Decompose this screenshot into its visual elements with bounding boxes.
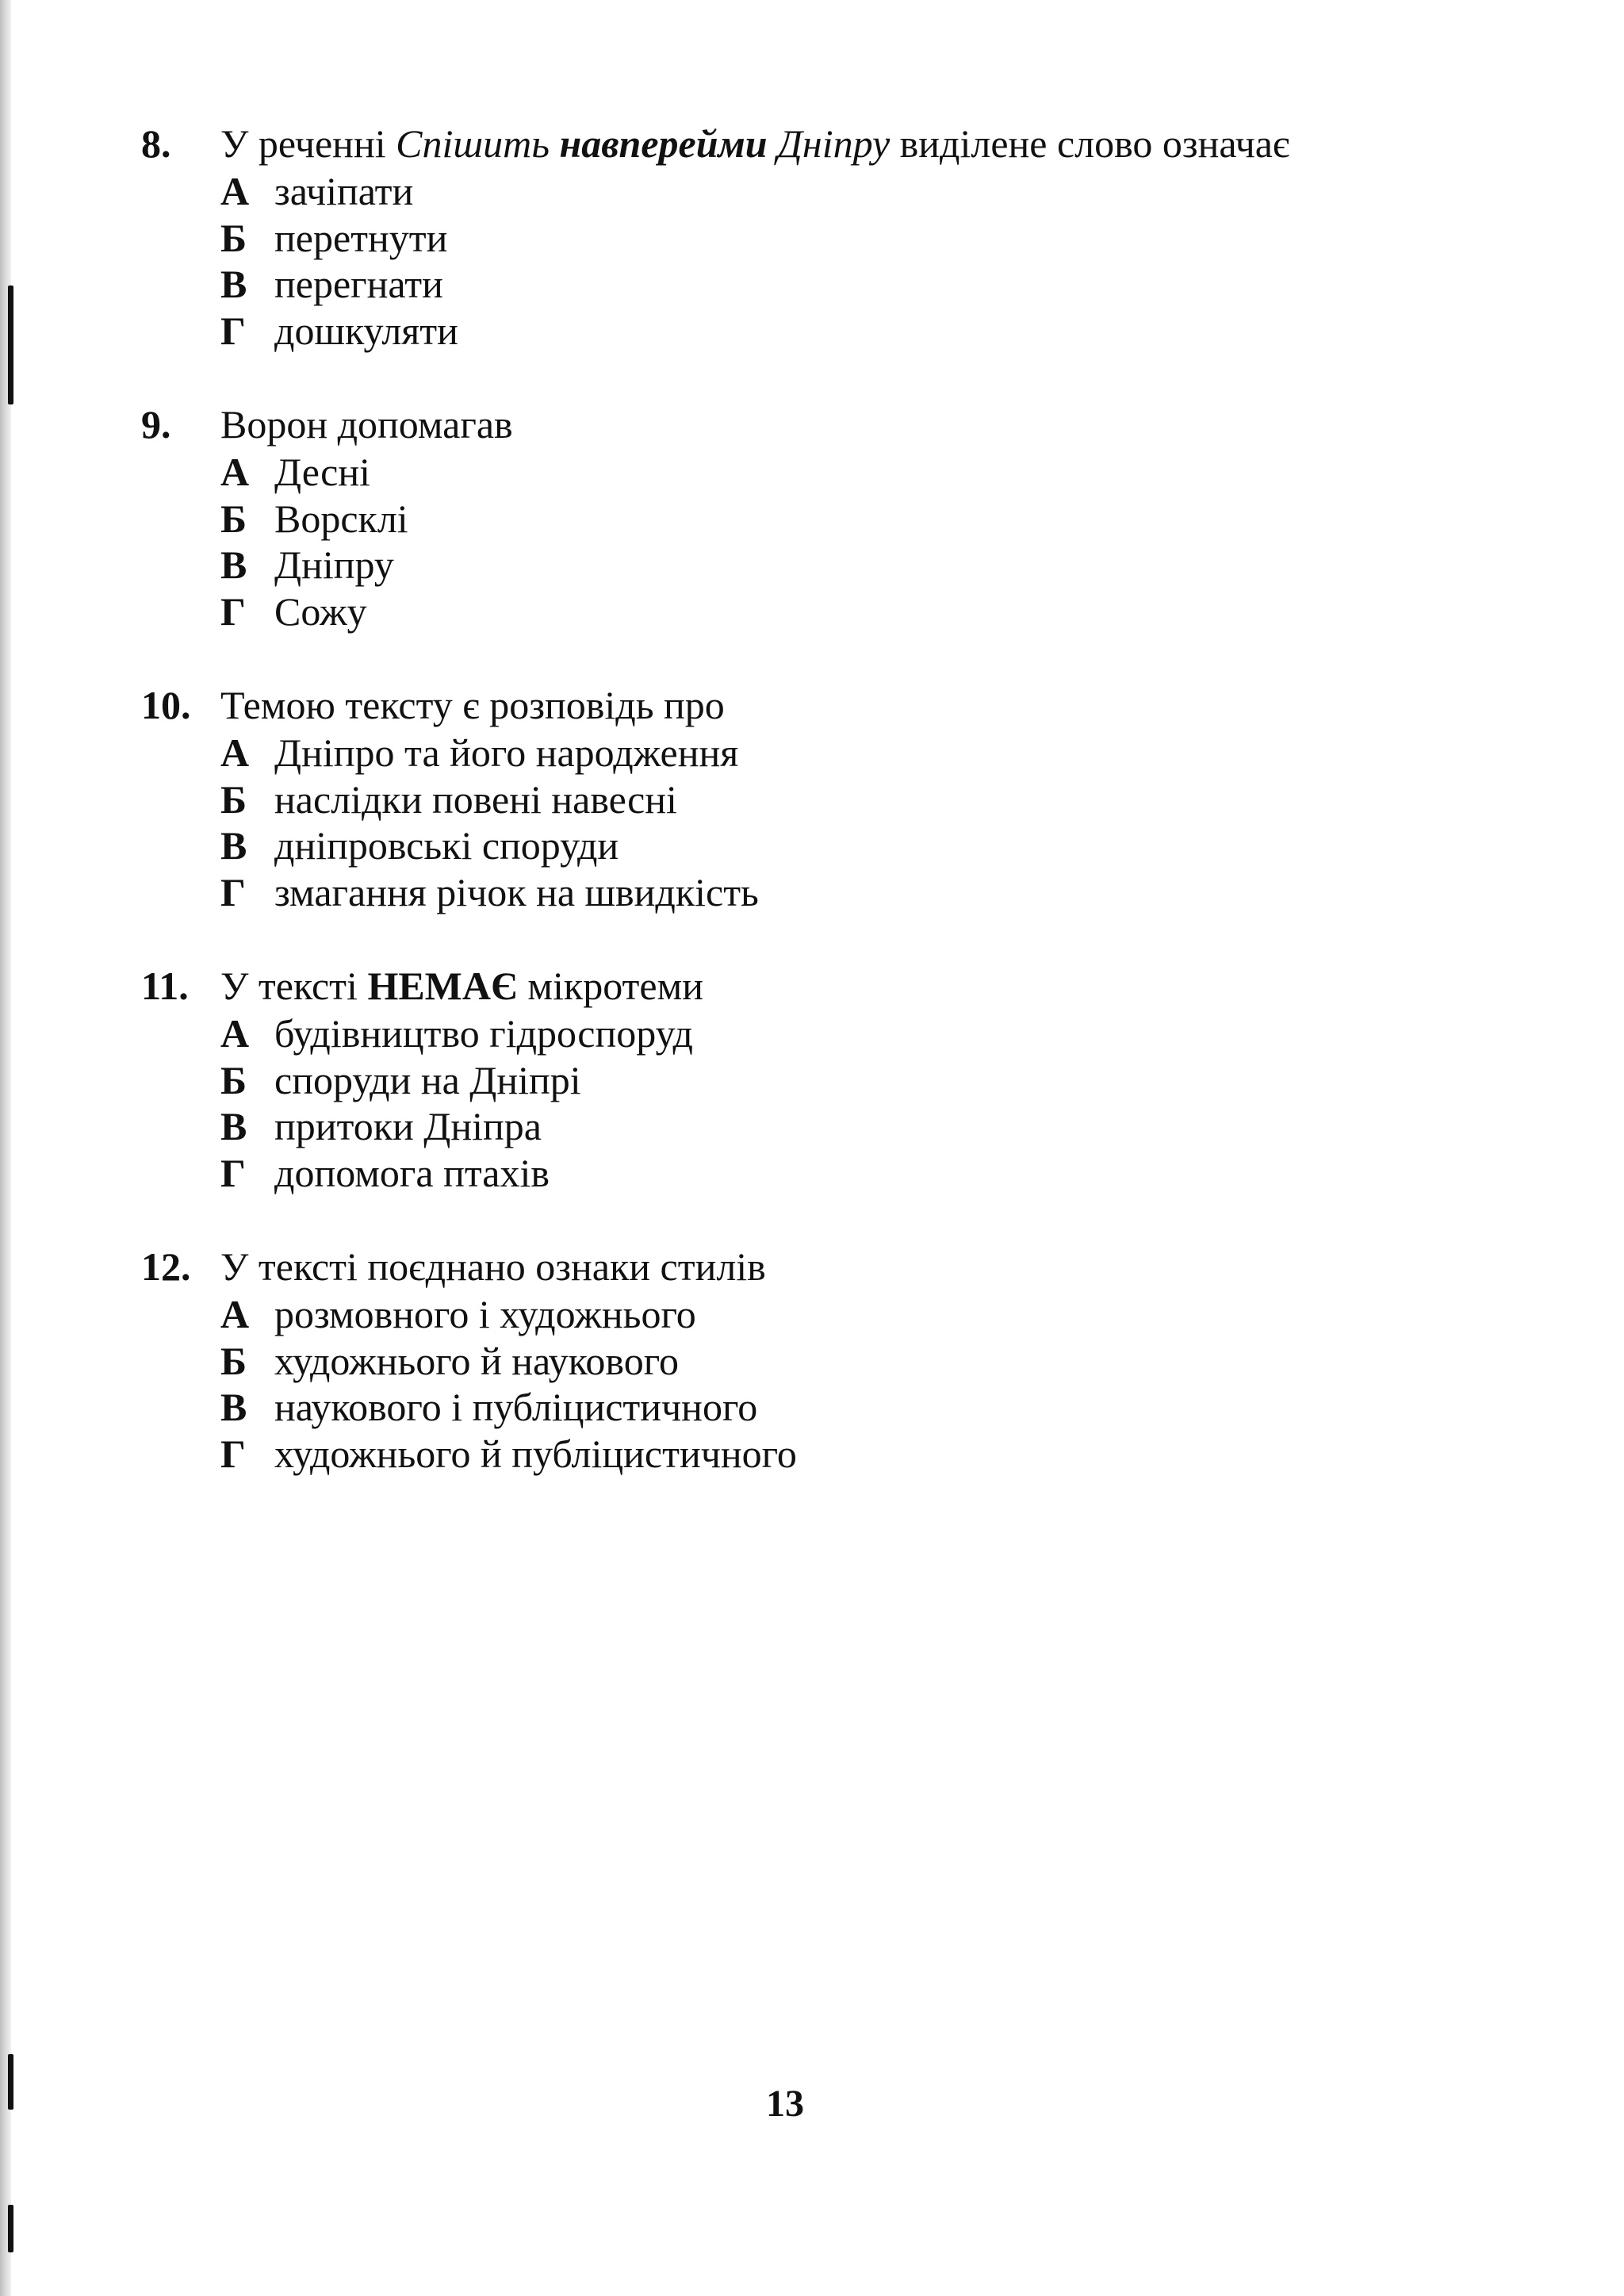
question-prompt: Темою тексту є розповідь про xyxy=(220,683,725,727)
question-prompt xyxy=(220,119,1289,168)
option-letter: Г xyxy=(220,869,246,914)
option-text: будівництво гідроспоруд xyxy=(274,1011,693,1056)
answer-options xyxy=(220,449,1489,634)
option-text: Дніпро та його народження xyxy=(274,730,739,775)
page-number: 13 xyxy=(766,2083,804,2125)
option-text: художнього й наукового xyxy=(274,1338,679,1383)
option-text: художнього й публіцистичного xyxy=(274,1431,797,1476)
option-text: допомога птахів xyxy=(274,1150,550,1195)
answer-option xyxy=(220,869,1489,916)
answer-option xyxy=(220,822,1489,869)
option-text: зачіпати xyxy=(274,169,414,213)
option-text: перегнати xyxy=(274,262,443,306)
option-text: Десні xyxy=(274,450,370,494)
option-text: дошкуляти xyxy=(274,308,458,353)
question-number: 11. xyxy=(141,964,189,1008)
answer-option xyxy=(220,449,1489,496)
question-prompt xyxy=(220,961,703,1010)
option-text: Ворсклі xyxy=(274,496,408,541)
option-text: розмовного і художнього xyxy=(274,1292,696,1336)
question-header xyxy=(141,1242,1489,1291)
option-text: дніпровські споруди xyxy=(274,823,619,868)
option-letter: Г xyxy=(220,588,246,634)
option-letter: Г xyxy=(220,1150,246,1195)
highlighted-word: НЕМАЄ xyxy=(367,964,518,1008)
option-letter: Б xyxy=(220,1057,247,1102)
option-text: Дніпру xyxy=(274,542,394,587)
option-letter: Б xyxy=(220,496,247,541)
option-letter: Б xyxy=(220,1338,247,1383)
question-header xyxy=(141,680,1489,730)
binding-mark-top xyxy=(8,286,13,404)
option-text: споруди на Дніпрі xyxy=(274,1057,581,1102)
answer-options xyxy=(220,168,1489,354)
question-8 xyxy=(141,119,1489,354)
prompt-text: виділене слово означає xyxy=(890,121,1290,166)
option-text: притоки Дніпра xyxy=(274,1104,542,1148)
option-letter: Г xyxy=(220,1431,246,1476)
option-letter: В xyxy=(220,262,247,306)
option-letter: А xyxy=(220,1011,250,1056)
option-letter: Б xyxy=(220,215,247,260)
answer-option xyxy=(220,1150,1489,1197)
option-letter: Г xyxy=(220,308,246,353)
question-12 xyxy=(141,1242,1489,1477)
answer-option xyxy=(220,168,1489,215)
option-letter: А xyxy=(220,1292,250,1336)
highlighted-word: навперейми xyxy=(559,121,768,166)
option-text: наслідки повені навесні xyxy=(274,776,677,822)
prompt-text: мікротеми xyxy=(517,964,703,1008)
binding-mark-bottom xyxy=(8,2205,13,2252)
answer-option xyxy=(220,1431,1489,1478)
option-text: перетнути xyxy=(274,215,448,260)
answer-option xyxy=(220,215,1489,262)
question-number: 8. xyxy=(141,121,171,166)
question-10 xyxy=(141,680,1489,915)
answer-options xyxy=(220,1291,1489,1477)
prompt-text: У тексті xyxy=(220,964,368,1008)
option-letter: В xyxy=(220,1385,247,1429)
answer-option xyxy=(220,1010,1489,1057)
question-number: 10. xyxy=(141,683,191,727)
answer-option xyxy=(220,730,1489,776)
option-text: наукового і публіцистичного xyxy=(274,1385,758,1429)
answer-option xyxy=(220,1057,1489,1104)
option-text: Сожу xyxy=(274,588,367,634)
question-prompt: У тексті поєднано ознаки стилів xyxy=(220,1244,766,1289)
answer-option xyxy=(220,542,1489,588)
option-letter: А xyxy=(220,730,250,775)
answer-options xyxy=(220,1010,1489,1196)
question-header xyxy=(141,961,1489,1010)
question-9 xyxy=(141,400,1489,634)
question-header xyxy=(141,119,1489,168)
question-list xyxy=(141,119,1489,1523)
option-letter: В xyxy=(220,542,247,587)
answer-option xyxy=(220,1103,1489,1150)
option-letter: В xyxy=(220,823,247,868)
answer-option xyxy=(220,1384,1489,1431)
answer-option xyxy=(220,308,1489,355)
answer-option xyxy=(220,496,1489,542)
option-text: змагання річок на швидкість xyxy=(274,869,759,914)
answer-option xyxy=(220,1291,1489,1338)
answer-option xyxy=(220,588,1489,635)
prompt-text: У реченні xyxy=(220,121,396,166)
option-letter: А xyxy=(220,169,250,213)
question-11 xyxy=(141,961,1489,1196)
answer-option xyxy=(220,1338,1489,1385)
answer-option xyxy=(220,261,1489,308)
answer-option xyxy=(220,776,1489,823)
prompt-italic-text: Спішить xyxy=(396,121,560,166)
question-prompt: Ворон допомагав xyxy=(220,402,513,447)
option-letter: В xyxy=(220,1104,247,1148)
question-header xyxy=(141,400,1489,449)
option-letter: Б xyxy=(220,776,247,822)
prompt-italic-text: Дніпру xyxy=(767,121,891,166)
question-number: 12. xyxy=(141,1244,191,1289)
option-letter: А xyxy=(220,450,250,494)
question-number: 9. xyxy=(141,402,171,447)
answer-options xyxy=(220,730,1489,915)
